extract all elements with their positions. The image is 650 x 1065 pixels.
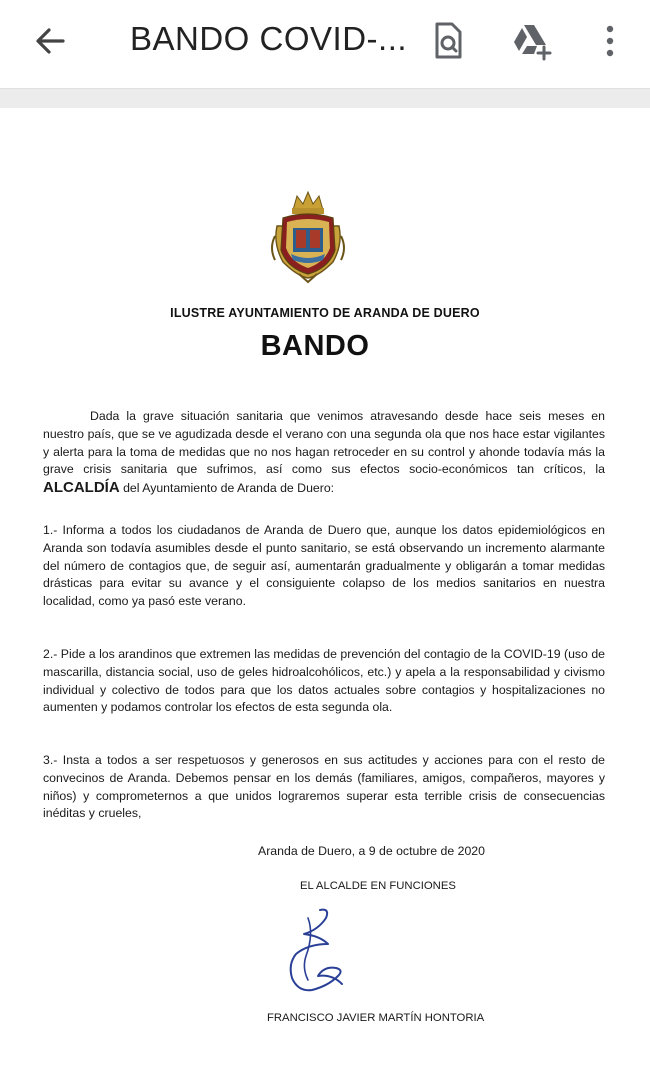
more-vert-icon — [604, 23, 616, 59]
point-2-paragraph: 2.- Pide a los arandinos que extremen las medidas de prevención del contagio de la COVID-19 (uso de mascarilla, distancia social, uso de geles hidroalcohólicos, etc.) y apela a la responsabilidad y civismo individual y colectivo de todos para que los datos actuales sobre contagios y hospitalizaciones no aumenten y podamos controlar los efectos de esta segunda ola. — [43, 647, 605, 715]
search-in-document-button[interactable] — [424, 18, 472, 64]
app-toolbar — [0, 0, 650, 88]
municipal-coat-of-arms-icon — [269, 188, 347, 284]
toolbar-divider — [0, 88, 650, 109]
add-to-drive-button[interactable] — [508, 18, 556, 64]
document-heading: BANDO — [260, 330, 370, 362]
signer-name: FRANCISCO JAVIER MARTÍN HONTORIA — [267, 1012, 485, 1024]
intro-text: Dada la grave situación sanitaria que venimos atravesando desde hace seis meses en nuestro país, que se ve agudizada desde el verano con una segunda ola que nos hace estar vigilantes y alerta para la toma de medidas que no nos hagan retroceder en su control y ahonde todavía más la grave crisis sanitaria que sufrimos, así como sus efectos socio-económicos tan críticos, la — [43, 409, 605, 477]
alcaldia-emphasis: ALCALDÍA — [43, 479, 120, 497]
document-title: BANDO COVID-... — [130, 20, 408, 57]
date-line: Aranda de Duero, a 9 de octubre de 2020 — [258, 844, 485, 858]
organization-name: ILUSTRE AYUNTAMIENTO DE ARANDA DE DUERO — [170, 306, 480, 320]
signer-role: EL ALCALDE EN FUNCIONES — [300, 880, 456, 892]
point-3-paragraph: 3.- Insta a todos a ser respetuosos y generosos en sus actitudes y acciones para con el resto de convecinos de Aranda. Debemos pensar en los demás (familiares, amigos, compañeros, mayores y niños) y comprometernos a que unidos lograremos superar esta terrible crisis de consecuencias inéditas y crueles, — [43, 753, 605, 821]
more-options-button[interactable] — [586, 18, 634, 64]
handwritten-signature-icon — [268, 904, 360, 998]
document-page — [0, 108, 650, 1065]
intro-paragraph — [43, 408, 605, 498]
back-button[interactable] — [22, 18, 78, 64]
arrow-left-icon — [33, 24, 67, 58]
document-search-icon — [430, 21, 466, 61]
point-1-paragraph: 1.- Informa a todos los ciudadanos de Aranda de Duero que, aunque los datos epidemiológicos en Aranda son todavía asumibles desde el punto sanitario, se está observando un incremento alarmante del número de contagios que, de seguir así, aumentarán gradualmente y obligarán a tomar medidas drásticas para evitar su avance y el consiguiente colapso de los medios sanitarios en nuestra localidad, como ya pasó este verano. — [43, 523, 605, 609]
add-to-drive-icon — [510, 21, 554, 61]
intro-text-end: del Ayuntamiento de Aranda de Duero: — [119, 481, 335, 496]
